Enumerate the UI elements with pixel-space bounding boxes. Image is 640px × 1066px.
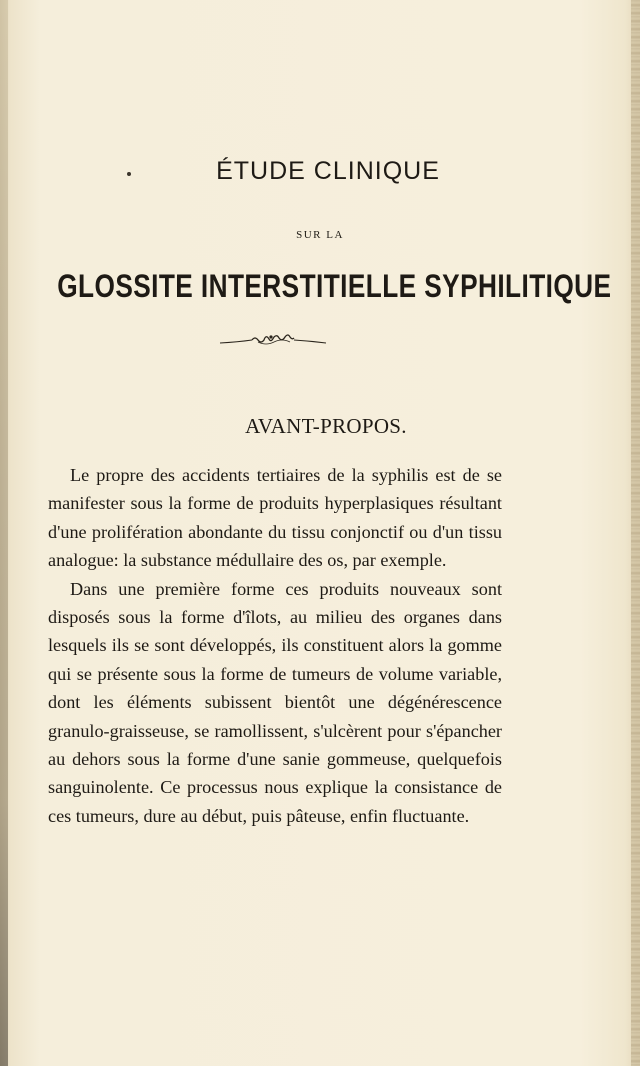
binding-edge — [0, 0, 8, 1066]
title-connector: SUR LA — [296, 229, 344, 241]
page-title: ÉTUDE CLINIQUE — [216, 157, 440, 185]
paragraph: Le propre des accidents tertiaires de la syphilis est de se manifester sous la forme de produits hyperplasiques résultant d'une prolifération abondante du tissu conjonctif ou d'un tissu analogue: la substance médullaire des os, par exemple. — [48, 465, 502, 571]
ornament-divider-icon — [218, 330, 328, 350]
body-text — [48, 461, 502, 830]
paragraph: Dans une première forme ces produits nouveaux sont disposés sous la forme d'îlots, au milieu des organes dans lesquels ils se sont développés, ils constituent alors la gomme qui se présente sous la forme de tumeurs de volume variable, dont les éléments subissent bientôt une dégénérescence granulo-graisseuse, se ramollissent, s'ulcèrent pour s'épancher au dehors sous la forme d'une sanie gommeuse, quelquefois sanguinolente. Ce processus nous explique la consistance de ces tumeurs, dure au début, puis pâteuse, enfin fluctuante. — [48, 578, 502, 826]
section-title: AVANT-PROPOS. — [245, 414, 407, 438]
main-title: GLOSSITE INTERSTITIELLE SYPHILITIQUE — [57, 268, 612, 304]
